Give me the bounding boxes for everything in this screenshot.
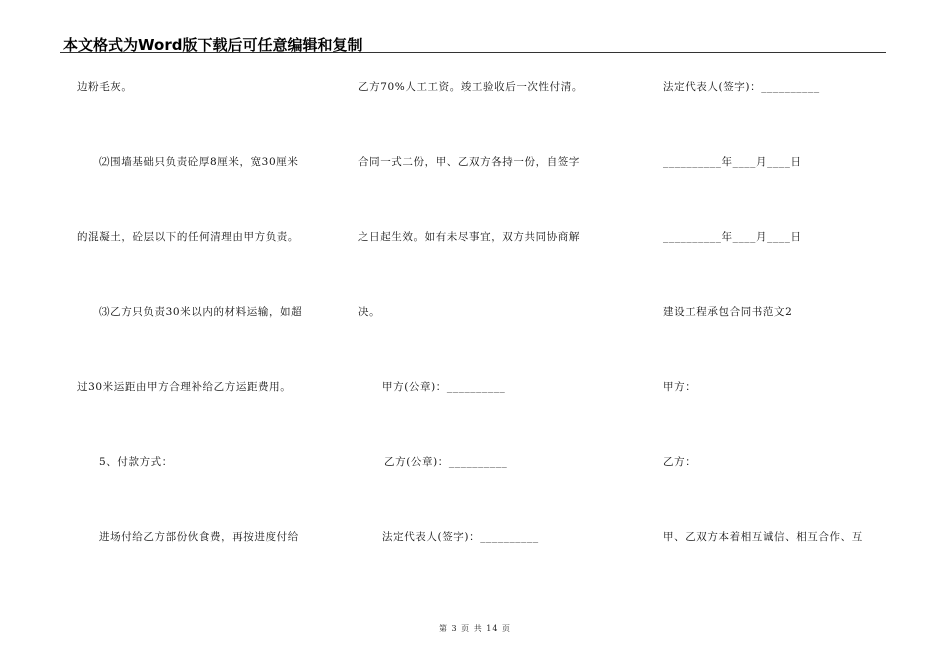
col3-legal-rep-signature: 法定代表人(签字)：__________ (663, 81, 820, 93)
col1-line-2: ⑵围墙基础只负责砼厚8厘米，宽30厘米 (99, 156, 299, 168)
page-number: 第 3 页 共 14 页 (439, 624, 511, 633)
col3-date-2: __________年____月____日 (663, 231, 802, 243)
col2-line-2: 合同一式二份，甲、乙双方各持一份，自签字 (358, 156, 580, 168)
col2-party-a-seal: 甲方(公章)：__________ (382, 381, 506, 393)
col1-line-4: ⑶乙方只负责30米以内的材料运输，如超 (99, 306, 303, 318)
col2-line-4: 决。 (358, 306, 381, 318)
col1-line-3: 的混凝土，砼层以下的任何清理由甲方负责。 (77, 231, 299, 243)
col3-section-title: 建设工程承包合同书范文2 (663, 306, 793, 318)
col3-date-1: __________年____月____日 (663, 156, 802, 168)
col1-line-7: 进场付给乙方部份伙食费，再按进度付给 (99, 531, 299, 543)
col2-legal-rep-signature: 法定代表人(签字)：__________ (382, 531, 539, 543)
col1-line-1: 边粉毛灰。 (77, 81, 133, 93)
col3-party-a: 甲方： (663, 381, 697, 393)
document-header-title: 本文格式为Word版下载后可任意编辑和复制 (63, 36, 363, 54)
col3-party-b: 乙方： (663, 456, 697, 468)
col1-line-6: 5、付款方式： (99, 456, 173, 468)
col1-line-5: 过30米运距由甲方合理补给乙方运距费用。 (77, 381, 292, 393)
col3-line-7: 甲、乙双方本着相互诚信、相互合作、互 (663, 531, 863, 543)
col2-line-3: 之日起生效。如有未尽事宜，双方共同协商解 (358, 231, 580, 243)
col2-party-b-seal: 乙方(公章)：__________ (384, 456, 508, 468)
col2-line-1: 乙方70%人工工资。竣工验收后一次性付清。 (358, 81, 583, 93)
header-divider (60, 52, 886, 53)
